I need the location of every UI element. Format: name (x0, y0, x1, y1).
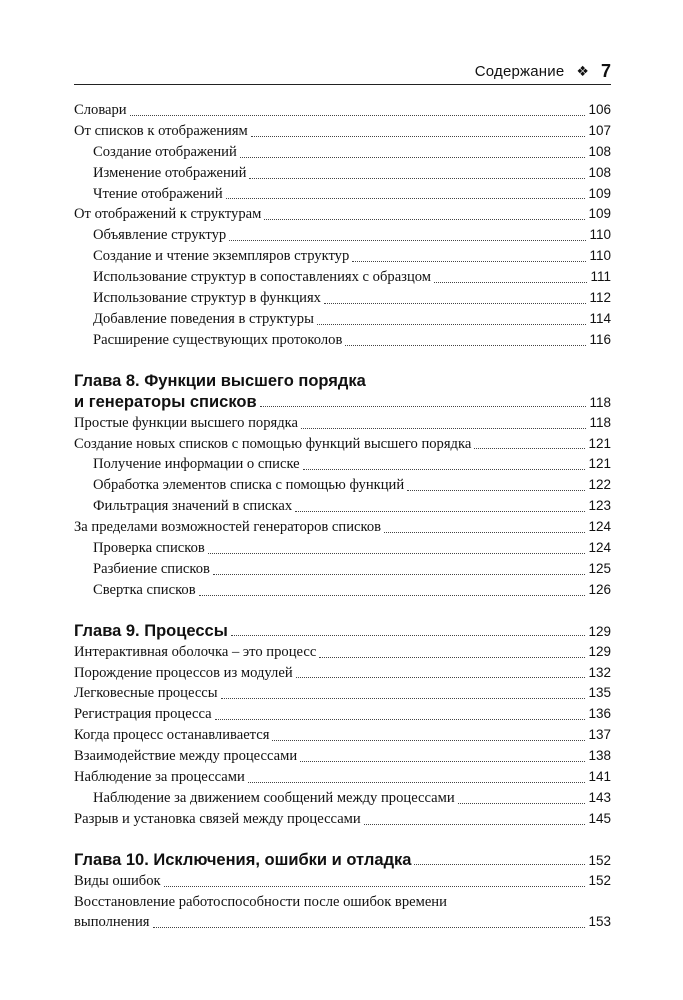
running-header (74, 58, 611, 85)
toc-subentry: Расширение существующих протоколов 116 (93, 331, 611, 348)
toc-entry: Когда процесс останавливается 137 (74, 727, 611, 744)
toc-chapter-10 (74, 850, 611, 934)
toc-subentry: Свертка списков 126 (93, 581, 611, 598)
toc-entry: От отображений к структурам 109 (74, 206, 611, 223)
chapter-title: Глава 8. Функции высшего порядка (74, 371, 366, 390)
chapter-title-continued: и генераторы списков 118 (74, 392, 611, 411)
toc-entry-wrapped-continued: выполнения 153 (74, 914, 611, 931)
chapter-title: Глава 9. Процессы 129 (74, 621, 611, 640)
toc-entry-wrapped: Восстановление работоспособности после ошибок времени (74, 893, 447, 910)
chapter-title: Глава 10. Исключения, ошибки и отладка 152 (74, 850, 611, 869)
page-number: 7 (600, 60, 611, 81)
toc-subentry: Проверка списков 124 (93, 540, 611, 557)
toc-subentry: Изменение отображений 108 (93, 164, 611, 181)
toc-subentry: Добавление поведения в структуры 114 (93, 310, 611, 327)
section-title: Содержание (474, 62, 565, 80)
toc-entry: Виды ошибок 152 (74, 872, 611, 889)
toc-subentry: Получение информации о списке 121 (93, 456, 611, 473)
toc-subentry: Разбиение списков 125 (93, 560, 611, 577)
toc-subentry: Фильтрация значений в списках 123 (93, 498, 611, 515)
toc-subentry: Обработка элементов списка с помощью функций 122 (93, 477, 611, 494)
toc-entry: Создание новых списков с помощью функций высшего порядка 121 (74, 435, 611, 452)
toc-entry: От списков к отображениям 107 (74, 122, 611, 139)
toc-entry: Наблюдение за процессами 141 (74, 769, 611, 786)
toc-entry: Легковесные процессы 135 (74, 685, 611, 702)
toc-entry: За пределами возможностей генераторов списков 124 (74, 519, 611, 536)
toc-entry: Порождение процессов из модулей 132 (74, 664, 611, 681)
toc-chapter-8 (74, 371, 611, 601)
toc-subentry: Использование структур в функциях 112 (93, 290, 611, 306)
toc-block-structures (74, 100, 611, 351)
toc-subentry: Создание отображений 108 (93, 143, 611, 160)
toc-entry: Простые функции высшего порядка 118 (74, 414, 611, 431)
table-of-contents (74, 100, 611, 933)
toc-subentry: Использование структур в сопоставлениях с образцом 111 (93, 269, 611, 286)
toc-entry: Регистрация процесса 136 (74, 706, 611, 723)
diamond-ornament-icon: ❖ (576, 62, 589, 79)
toc-subentry: Наблюдение за движением сообщений между процессами 143 (93, 789, 611, 806)
toc-entry: Словари 106 (74, 101, 611, 118)
toc-entry: Интерактивная оболочка – это процесс 129 (74, 643, 611, 660)
toc-entry: Взаимодействие между процессами 138 (74, 748, 611, 765)
toc-subentry: Чтение отображений 109 (93, 185, 611, 202)
toc-subentry: Объявление структур 110 (93, 227, 611, 244)
toc-chapter-9 (74, 621, 611, 830)
toc-entry: Разрыв и установка связей между процессами 145 (74, 810, 611, 827)
toc-subentry: Создание и чтение экземпляров структур 110 (93, 248, 611, 265)
